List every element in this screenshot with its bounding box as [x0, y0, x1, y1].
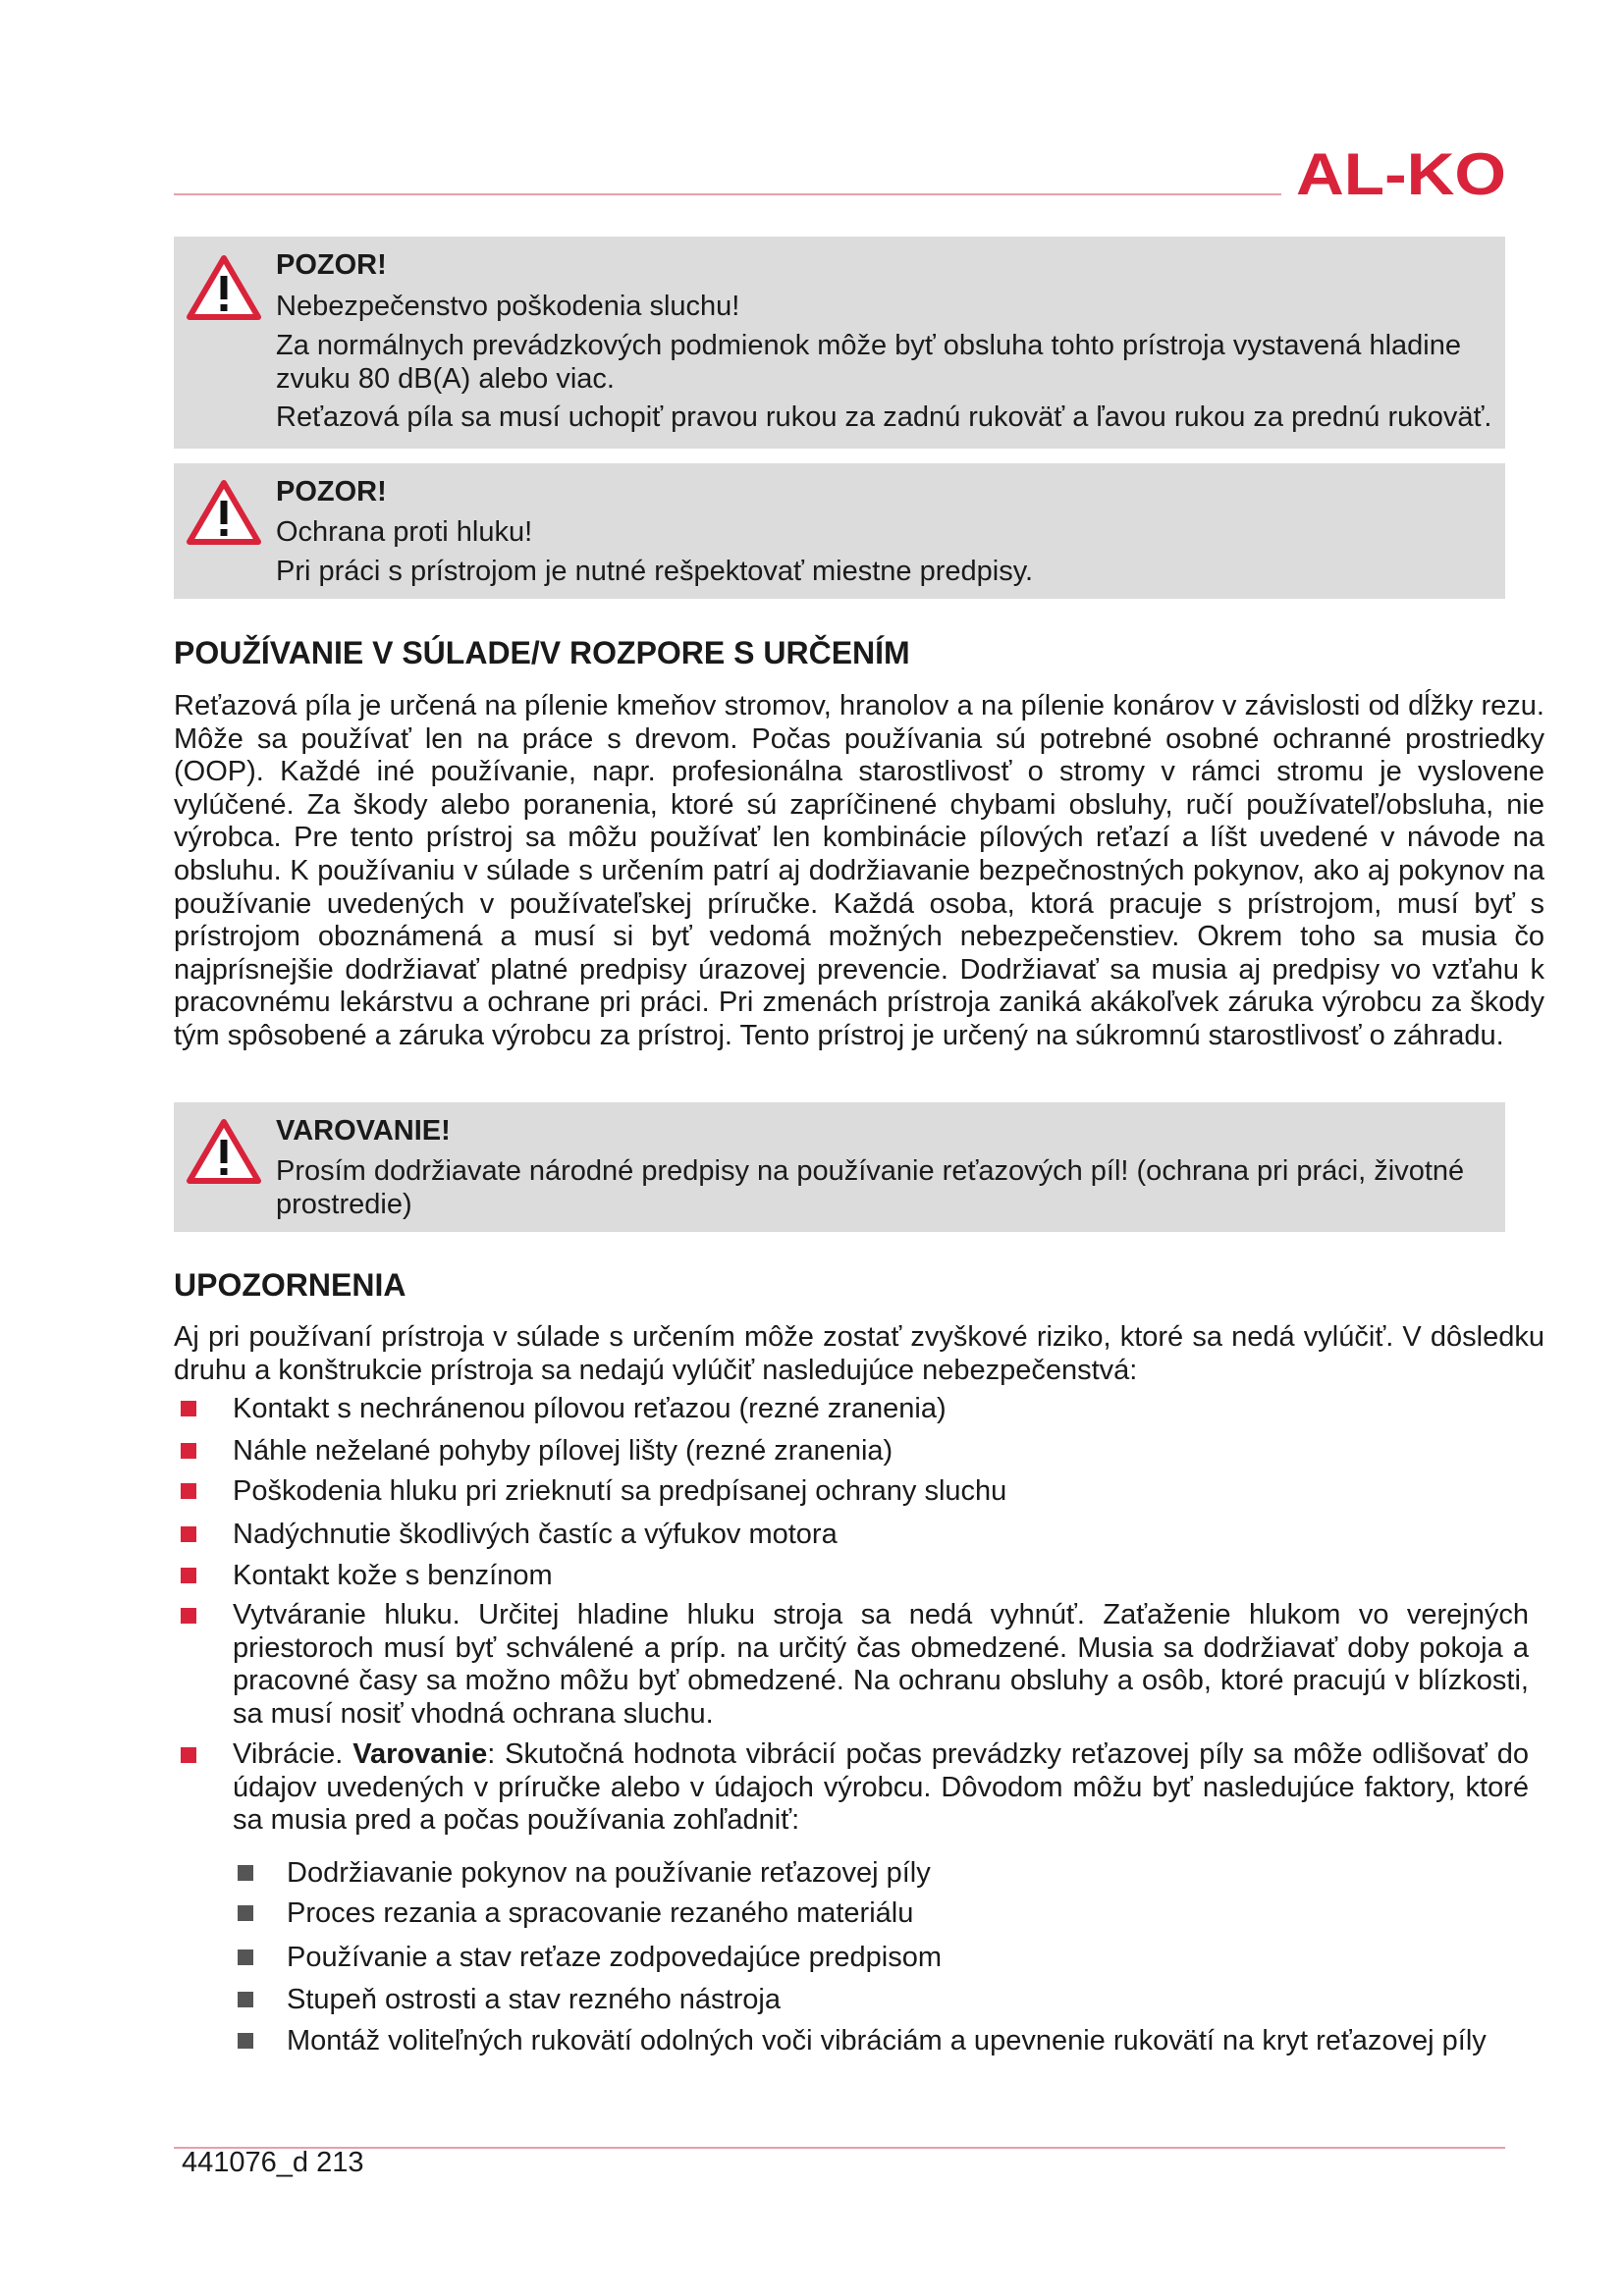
warning-title: VAROVANIE!	[276, 1115, 451, 1147]
warning-box	[174, 1102, 1505, 1232]
caution-title: POZOR!	[276, 476, 387, 507]
warning-triangle-icon	[186, 479, 262, 546]
vibration-lead: Vibrácie.	[233, 1738, 353, 1770]
sub-bullet-icon	[238, 1992, 253, 2007]
alko-logo	[1296, 145, 1508, 200]
vibration-text: : Skutočná hodnota vibrácií počas prevádzky reťazovej píly sa môže odlišovať do údajov uvedených v príručke alebo v údajoch výrobcu. Dôvodom môžu byť nasledujúce faktory, ktoré sa musia pred a počas používania zohľadniť:	[233, 1738, 1529, 1837]
footer-rule	[174, 2147, 1505, 2149]
sub-bullet-icon	[238, 2033, 253, 2049]
warning-text: Prosím dodržiavate národné predpisy na používanie reťazových píl! (ochrana pri práci, životné prostredie)	[276, 1155, 1465, 1220]
sub-bullet-icon	[238, 1949, 253, 1965]
bullet-icon	[181, 1568, 196, 1583]
section-heading-notes: UPOZORNENIA	[174, 1267, 406, 1303]
sub-bullet-icon	[238, 1905, 253, 1921]
sub-bullet-icon	[238, 1865, 253, 1881]
caution-text: Za normálnych prevádzkových podmienok môže byť obsluha tohto prístroja vystavená hladine zvuku 80 dB(A) alebo viac.	[276, 330, 1461, 395]
bullet-icon	[181, 1608, 196, 1624]
section-heading-use: POUŽÍVANIE V SÚLADE/V ROZPORE S URČENÍM	[174, 635, 910, 670]
bullet-icon	[181, 1483, 196, 1499]
header-rule	[174, 193, 1281, 195]
caution-box-noise	[174, 463, 1505, 599]
caution-title: POZOR!	[276, 249, 387, 281]
caution-box-hearing	[174, 237, 1505, 449]
section-use-body: Reťazová píla je určená na pílenie kmeňov stromov, hranolov a na pílenie konárov v závislosti od dĺžky rezu. Môže sa používať len na práce s drevom. Počas používania sú potrebné osobné ochranné prostriedky (OOP). Každé iné používanie, napr. profesionálna starostlivosť o stromy v rámci stromu je vyslovene vylúčené. Za škody alebo poranenia, ktoré sú zapríčinené chybami obsluhy, ručí používateľ/obsluha, nie výrobca. Pre tento prístroj sa môžu používať len kombinácie pílových reťazí a líšt uvedené v návode na obsluhu. K používaniu v súlade s určením patrí aj dodržiavanie bezpečnostných pokynov, ako aj pokynov na používanie uvedených v používateľskej príručke. Každá osoba, ktorá pracuje s prístrojom, musí byť s prístrojom oboznámená a musí si byť vedomá možných nebezpečenstiev. Okrem toho sa musia čo najprísnejšie dodržiavať platné predpisy úrazovej prevencie. Dodržiavať sa musia aj predpisy vo vzťahu k pracovnému lekárstvu a ochrane pri práci. Pri zmenách prístroja zaniká akákoľvek záruka výrobcu za škody tým spôsobené a záruka výrobcu za prístroj. Tento prístroj je určený na súkromnú starostlivosť o záhradu.	[174, 690, 1544, 1051]
caution-line: Nebezpečenstvo poškodenia sluchu!	[276, 291, 740, 322]
warning-triangle-icon	[186, 254, 262, 321]
warning-triangle-icon	[186, 1118, 262, 1185]
section-notes-intro: Aj pri používaní prístroja v súlade s určením môže zostať zvyškové riziko, ktoré sa nedá vylúčiť. V dôsledku druhu a konštrukcie prístroja sa nedajú vylúčiť nasledujúce nebezpečenstvá:	[174, 1321, 1544, 1386]
bullet-icon	[181, 1747, 196, 1763]
bullet-icon	[181, 1526, 196, 1542]
page-footer-id: 441076_d 213	[182, 2147, 364, 2178]
bullet-icon	[181, 1401, 196, 1416]
caution-text: Pri práci s prístrojom je nutné rešpektovať miestne predpisy.	[276, 556, 1034, 587]
bullet-icon	[181, 1443, 196, 1459]
caution-line: Ochrana proti hluku!	[276, 516, 533, 548]
vibration-warning: Varovanie	[352, 1738, 488, 1770]
svg-text:AL-KO: AL-KO	[1296, 145, 1506, 200]
caution-text: Reťazová píla sa musí uchopiť pravou rukou za zadnú rukoväť a ľavou rukou za prednú rukoväť.	[276, 401, 1492, 433]
